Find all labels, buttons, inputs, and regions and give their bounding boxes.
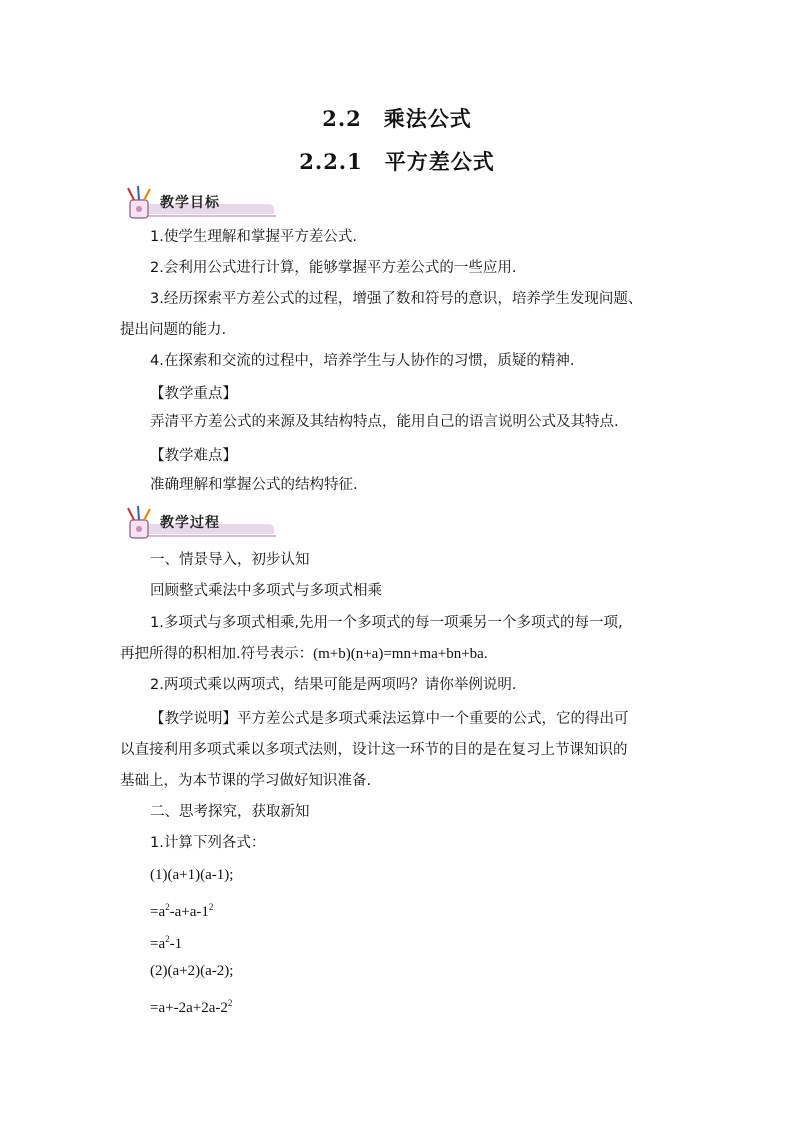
badge-label: 教学过程	[160, 515, 220, 531]
exponent: 2	[165, 902, 170, 912]
subsection-number: 2.2.1	[299, 149, 363, 174]
process-badge	[118, 506, 278, 542]
key-text: 弄清平方差公式的来源及其结构特点，能用自己的语言说明公式及其特点.	[150, 414, 619, 430]
subsection-name: 平方差公式	[384, 149, 495, 174]
example-1: (1)(a+1)(a-1);	[150, 867, 234, 883]
section-title	[0, 103, 794, 133]
math-part: =a	[150, 904, 166, 920]
math-part: -a+a-1	[169, 904, 209, 920]
note-b: 以直接利用多项式乘以多项式法则，设计这一环节的目的是在复习上节课知识的	[120, 742, 628, 758]
exponent: 2	[208, 902, 214, 912]
objective-3b: 提出问题的能力.	[120, 322, 227, 338]
key-heading: 【教学重点】	[150, 386, 237, 402]
difficulty-text: 准确理解和掌握公式的结构特征.	[150, 477, 358, 493]
formula: (m+b)(n+a)=mn+ma+bn+ba.	[313, 646, 488, 662]
section-2-heading: 二、思考探究，获取新知	[150, 804, 310, 820]
example-2-step-1	[120, 988, 716, 1023]
badge-label: 教学目标	[160, 195, 220, 211]
objective-3a: 3.经历探索平方差公式的过程，增强了数和符号的意识，培养学生发现问题、	[150, 291, 643, 307]
objective-2: 2.会利用公式进行计算，能够掌握平方差公式的一些应用.	[150, 260, 517, 276]
section-name: 乘法公式	[383, 106, 472, 131]
math-part: -1	[169, 936, 183, 952]
paragraph-1b-text: 再把所得的积相加.符号表示：	[120, 646, 314, 662]
section-1-heading: 一、情景导入，初步认知	[150, 552, 310, 568]
note-c: 基础上，为本节课的学习做好知识准备.	[120, 773, 372, 789]
exponent: 2	[227, 998, 233, 1008]
objective-4: 4.在探索和交流的过程中，培养学生与人协作的习惯，质疑的精神.	[150, 353, 575, 369]
subsection-title	[0, 146, 794, 176]
example-2: (2)(a+2)(a-2);	[150, 963, 234, 979]
math-part: =a+-2a+2a-2	[150, 1000, 228, 1016]
difficulty-heading: 【教学难点】	[150, 448, 237, 464]
exponent: 2	[165, 934, 170, 944]
objectives-badge	[118, 186, 278, 222]
objective-1: 1.使学生理解和掌握平方差公式.	[150, 229, 357, 245]
math-part: =a	[150, 936, 166, 952]
paragraph-2: 2.两项式乘以两项式，结果可能是两项吗？请你举例说明.	[150, 677, 517, 693]
section-2-task: 1.计算下列各式：	[150, 835, 266, 851]
example-1-step-2	[120, 924, 716, 959]
section-1-intro: 回顾整式乘法中多项式与多项式相乘	[150, 583, 382, 599]
note-a: 【教学说明】平方差公式是多项式乘法运算中一个重要的公式，它的得出可	[150, 711, 629, 727]
example-1-step-1	[120, 892, 716, 927]
paragraph-1b	[120, 639, 686, 669]
section-number: 2.2	[322, 106, 362, 131]
paragraph-1a: 1.多项式与多项式相乘,先用一个多项式的每一项乘另一个多项式的每一项,	[150, 615, 623, 631]
